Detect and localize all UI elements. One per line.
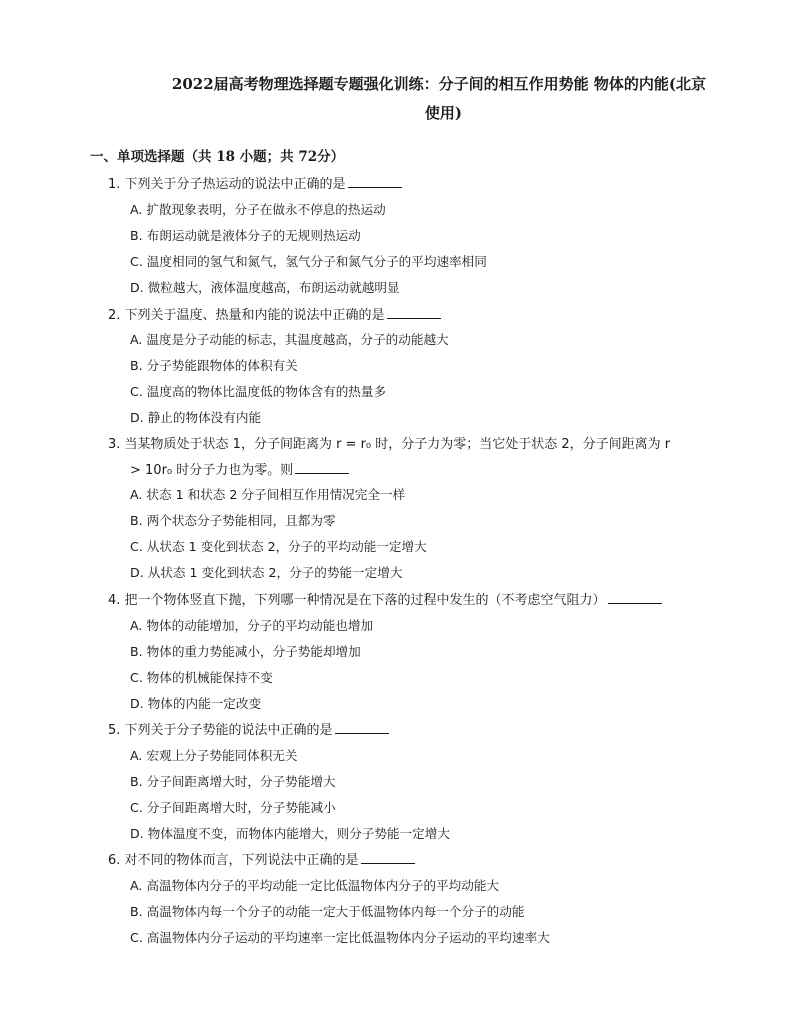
question-3-option-a: A. 状态 1 和状态 2 分子间相互作用情况完全一样 [130, 487, 406, 502]
answer-blank [608, 592, 662, 604]
question-2-option-a: A. 温度是分子动能的标志，其温度越高，分子的动能越大 [130, 332, 449, 347]
question-1-option-d: D. 微粒越大，液体温度越高，布朗运动就越明显 [130, 280, 400, 295]
question-2-option-b: B. 分子势能跟物体的体积有关 [130, 358, 298, 373]
question-4-option-b: B. 物体的重力势能减小，分子势能却增加 [130, 644, 361, 659]
question-1-stem: 1. 下列关于分子热运动的说法中正确的是 [108, 173, 402, 192]
question-6-option-b: B. 高温物体内每一个分子的动能一定大于低温物体内每一个分子的动能 [130, 904, 525, 919]
question-4-option-a: A. 物体的动能增加，分子的平均动能也增加 [130, 618, 374, 633]
title-line-2: 使用) [424, 104, 462, 122]
question-5-option-d: D. 物体温度不变，而物体内能增大，则分子势能一定增大 [130, 826, 450, 841]
question-3-stem-line-1: 3. 当某物质处于状态 1，分子间距离为 r = r₀ 时，分子力为零；当它处于状态 2，分子间距离为 r [108, 437, 671, 452]
answer-blank [361, 852, 415, 864]
question-5-option-b: B. 分子间距离增大时，分子势能增大 [130, 774, 336, 789]
document-title [130, 70, 706, 128]
question-2-option-d: D. 静止的物体没有内能 [130, 410, 262, 425]
question-4-option-c: C. 物体的机械能保持不变 [130, 670, 273, 685]
question-3-option-c: C. 从状态 1 变化到状态 2，分子的平均动能一定增大 [130, 539, 427, 554]
question-6-option-a: A. 高温物体内分子的平均动能一定比低温物体内分子的平均动能大 [130, 878, 500, 893]
question-1-option-b: B. 布朗运动就是液体分子的无规则热运动 [130, 228, 361, 243]
question-5-option-a: A. 宏观上分子势能同体积无关 [130, 748, 298, 763]
question-6-option-c: C. 高温物体内分子运动的平均速率一定比低温物体内分子运动的平均速率大 [130, 930, 550, 945]
question-3-stem-line-2: > 10r₀ 时分子力也为零。则 [130, 459, 349, 478]
section-heading: 一、单项选择题（共 18 小题；共 72分） [90, 149, 345, 165]
question-5-stem: 5. 下列关于分子势能的说法中正确的是 [108, 719, 389, 738]
answer-blank [387, 307, 441, 319]
answer-blank [335, 722, 389, 734]
question-5-option-c: C. 分子间距离增大时，分子势能减小 [130, 800, 336, 815]
question-2-option-c: C. 温度高的物体比温度低的物体含有的热量多 [130, 384, 387, 399]
question-3-option-b: B. 两个状态分子势能相同，且都为零 [130, 513, 336, 528]
question-6-stem: 6. 对不同的物体而言，下列说法中正确的是 [108, 849, 415, 868]
question-3-option-d: D. 从状态 1 变化到状态 2，分子的势能一定增大 [130, 565, 403, 580]
answer-blank [348, 176, 402, 188]
title-line-1: 2022届高考物理选择题专题强化训练：分子间的相互作用势能 物体的内能(北京 [171, 75, 706, 93]
question-4-option-d: D. 物体的内能一定改变 [130, 696, 262, 711]
question-1-option-c: C. 温度相同的氢气和氮气，氢气分子和氮气分子的平均速率相同 [130, 254, 487, 269]
question-4-stem: 4. 把一个物体竖直下抛，下列哪一种情况是在下落的过程中发生的（不考虑空气阻力） [108, 589, 662, 608]
question-1-option-a: A. 扩散现象表明，分子在做永不停息的热运动 [130, 202, 386, 217]
answer-blank [295, 462, 349, 474]
question-2-stem: 2. 下列关于温度、热量和内能的说法中正确的是 [108, 304, 441, 323]
